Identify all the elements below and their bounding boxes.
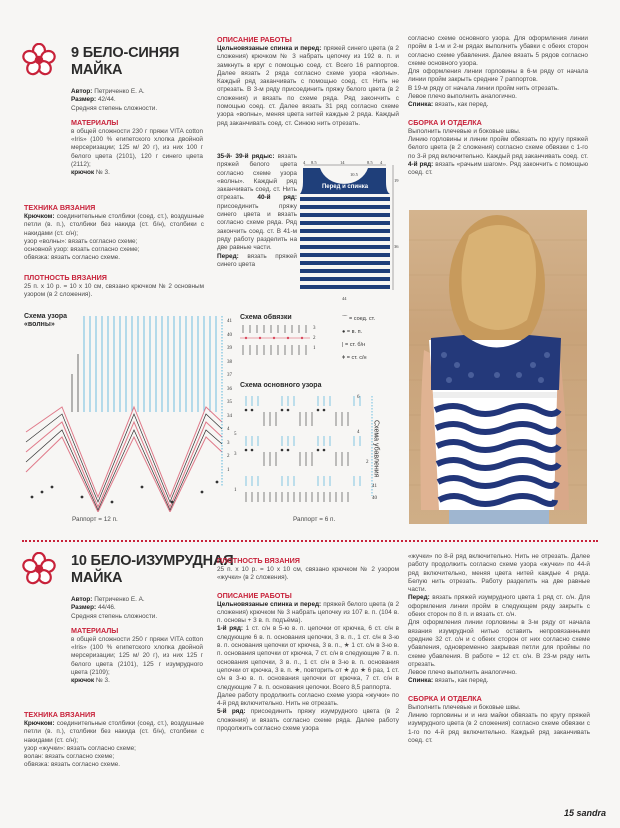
section-heading: ПЛОТНОСТЬ ВЯЗАНИЯ (24, 272, 107, 282)
title-line: 10 БЕЛО-ИЗУМРУДНАЯ (71, 553, 234, 569)
legend-item (342, 339, 375, 352)
text: Далее работу продолжить согласно схеме узора «жучки» по 4-й ряд включительно. Нить не отрезать. (217, 691, 399, 708)
text: В 19-м ряду от начала линии пройм нить отрезать. (408, 84, 559, 92)
dim-label: 44 (342, 296, 347, 301)
label: 40-й ряд: (257, 194, 297, 202)
decrease-scheme-label: Схема убавления (372, 420, 380, 478)
project2-info (71, 596, 203, 686)
row-number: 36 (227, 386, 232, 392)
diagram-label: Перед и спинка (321, 184, 369, 190)
section-heading: ПЛОТНОСТЬ ВЯЗАНИЯ (217, 556, 300, 565)
size: 42/44. (97, 96, 116, 104)
edging-scheme-title: Схема обвязки (240, 314, 292, 321)
project1-title (71, 45, 179, 79)
legend-label: = ст. с/н (346, 355, 367, 361)
row5-text: присоединить пряжу изумрудного цвета (в 2 сложения) и вязать согласно схеме ряда. Далее работу продолжить согласно схеме узора (217, 708, 400, 733)
row-number: 41 (372, 484, 377, 489)
row-number: 3 (234, 452, 237, 457)
technique-line: узор «жучки»: вязать согласно схеме; (24, 744, 136, 752)
label: Крючком: (24, 213, 55, 220)
label: Спинка: (408, 677, 434, 685)
row-number: 37 (227, 373, 232, 378)
legend-label: = ст. б/н (344, 342, 366, 348)
waves-row-numbers (227, 315, 232, 477)
legend-label: = соед. ст. (349, 316, 376, 322)
label: крючок (71, 169, 95, 177)
work-text: пряжей синего цвета (в 2 сложения) крючком № 3 набрать цепочку из 192 в. п. и замкнуть в круг с помощью соед. ст. Всего 16 раппортов. Далее вязать 2 ряда согласно схеме узора «волны». Каждый ряд заканчивать с помощью соед. ст. Нить не отрезать. В 3-м ряду присоединить пряжу белого цвета (в 2 сложения) и вязать по схеме ряда. Ряд закончить с помощью соед. ст. Далее вязать 31 ряд согласно схеме узора «волны», меняя цвета нитей каждые 2 ряда. Каждый ряд заканчивать соед. ст. Синюю нить отрезать. (217, 45, 399, 127)
front-text: вязать пряжей изумрудного цвета 1 ряд ст. с/н. Для оформления линии пройм в следующем ряду закрыть с обеих сторон по 8 п. и вязать ст. с/н. (408, 594, 590, 619)
project1-technique (24, 198, 204, 299)
hook: № 3. (95, 169, 110, 177)
label: Автор: (71, 88, 93, 95)
legend-item (342, 352, 375, 365)
project1-info (71, 88, 203, 178)
difficulty: Средняя степень сложности. (71, 104, 158, 112)
flower-logo-icon (22, 43, 56, 77)
row-number: 1 (227, 467, 230, 473)
scheme-title: Схема узора (24, 313, 68, 320)
back-text: вязать, как перед. (434, 101, 489, 109)
project2-title (71, 553, 233, 587)
label: Крючком: (24, 720, 55, 727)
label: Перед: (408, 594, 430, 602)
row-number: 2 (227, 454, 230, 459)
title-line: 9 БЕЛО-СИНЯЯ (71, 45, 180, 61)
slip-stitch-icon: ⌒ (342, 316, 348, 322)
dim-label: 14 (340, 160, 345, 165)
page-footer: 15 sandra (563, 808, 606, 818)
main-scheme-title: Схема основного узора (240, 382, 322, 389)
difficulty: Средняя степень сложности. (71, 612, 158, 620)
single-crochet-icon: | (342, 342, 344, 348)
text: вязать «рачьим шагом». Ряд закончить с помощью соед. ст. (408, 160, 588, 177)
technique-line: обвязка: вязать согласно схеме. (24, 761, 121, 769)
title-line: МАЙКА (71, 570, 123, 586)
technique-line: узор «волны»: вязать согласно схеме; (24, 237, 138, 245)
row-number: 40 (372, 496, 377, 501)
project2-col3 (408, 553, 590, 745)
label: Цельновязаные спинка и перед: (217, 600, 322, 608)
row-number: 2 (366, 460, 369, 465)
hook: № 3. (95, 677, 110, 685)
section-heading: МАТЕРИАЛЫ (71, 625, 119, 635)
project2-technique (24, 705, 204, 770)
main-repeat-label: Раппорт = 6 п. (293, 516, 336, 523)
text: «жучки» по 8-й ряд включительно. Нить не отрезать. Далее работу продолжить согласно схеме узора «жучки» по 44-й ряд включительно, меняя цвета нитей каждые 4 ряда. Белую нить отрезать. Работу разделить на две равные части. (408, 553, 590, 594)
dim-label: 4 (303, 160, 306, 165)
label: 35-й- 39-й рядыс: (217, 153, 275, 160)
text: Левое плечо выполнить аналогично. (408, 93, 517, 101)
text: Для оформления линии горловины в 6-м ряду от начала линии пройм закрыть средние 7 раппортов. (408, 68, 588, 84)
dim-label: 36 (394, 244, 399, 249)
label: Автор: (71, 596, 93, 603)
project2-work (217, 551, 399, 733)
technique-text: соединительные столбики (соед. ст.), воздушные петли (в. п.), столбики без накида (ст. б/н), столбики с накидами (ст. с/н); (24, 213, 204, 237)
technique-text: соединительные столбики (соед. ст.), воздушные петли (в. п.), столбики без накида (ст. б/н), столбики с накидами (ст. с/н); (24, 720, 204, 744)
label: Перед: (217, 252, 239, 260)
label: Цельновязаные спинка и перед: (217, 45, 322, 52)
section-heading: ОПИСАНИЕ РАБОТЫ (217, 590, 292, 600)
dim-label: 8.5 (367, 160, 373, 165)
author: Петриченко Е. А. (94, 88, 145, 95)
label: Размер: (71, 604, 97, 612)
chain-stitch-icon: ● (342, 329, 346, 335)
main-scheme-chart (240, 392, 380, 504)
project1-work (217, 35, 399, 128)
photo-illustration (409, 210, 587, 524)
legend-item (342, 313, 375, 326)
section-heading: МАТЕРИАЛЫ (71, 117, 119, 127)
row1-text: 1 ст. с/н в 5-ю в. п. цепочки от крючка, 6 ст. с/н в следующие 6 в. п. основания цепочки, 3 в. п., 1 ст. с/н в 3-ю в. п. основания цепочки от крючка, 3 в. п., ★ 1 ст. с/н в 3-ю в. п. основания цепочки от крючка, 7 ст. с/н в следующие 7 в. п. основания цепочки, 3 в. п., 1 ст. с/н в 3-ю в. п. основания цепочки от крючка, 3 в. п. ★, повторить от ★ до ★ 6 раз, 1 ст. с/н в 3-ю в. п. основания цепочки от крючка, 7 ст. с/н в следующие 7 в. п. основания цепочки. Всего 8,5 раппорта. (217, 625, 399, 691)
size: 44/46. (97, 604, 116, 612)
row-number: 1 (234, 488, 237, 493)
section-heading: ТЕХНИКА ВЯЗАНИЯ (24, 710, 96, 719)
row-number: 3 (313, 326, 316, 331)
dim-label: 10.5 (350, 172, 358, 177)
back-text: вязать, как перед. (434, 677, 489, 685)
text: Выполнить плечевые и боковые швы. (408, 703, 521, 711)
gauge-text: 25 п. х 10 р. = 10 х 10 см, связано крючком № 2 основным узором (в 2 сложения). (24, 282, 204, 299)
front-text: вязать пряжей синего цвета (217, 252, 298, 268)
row-number: 4 (357, 430, 360, 435)
text: Линию горловины и и низ майки обвязать по кругу пряжей изумрудного цвета (в 2 сложения) согласно схеме обвязки с 1-го по 4-й ряд включительно. Каждый ряд заканчивать соед. ст. (408, 712, 590, 744)
project1-rows (217, 153, 297, 269)
technique-line: обвязка: вязать согласно схеме. (24, 254, 121, 262)
waves-repeat-label: Раппорт = 12 п. (72, 516, 118, 523)
dim-label: 8.5 (311, 160, 317, 165)
double-crochet-icon: ǂ (342, 355, 346, 361)
scheme-title: «волны» (24, 321, 55, 328)
row-number: 4 (227, 427, 230, 432)
label: крючок (71, 677, 95, 685)
row-number: 39 (227, 346, 232, 351)
waves-scheme-chart (22, 312, 227, 512)
garment-diagram (300, 160, 400, 305)
row-number: 5 (234, 432, 237, 437)
model-photo (409, 210, 587, 524)
text: Левое плечо выполнить аналогично. (408, 669, 517, 677)
label: 1-й ряд: (217, 625, 243, 633)
text: Для оформления линии горловины в 3-м ряду от начала вязания изумрудной нитью оставить непровязанными средние 32 ст. с/н и с обеих сторон от них согласно схеме убавления, одновременно закрывая петли для проймы по схеме убавления. В работе = 12 ст. с/н. В 23-м ряду нить отрезать. (408, 619, 590, 668)
legend-item (342, 326, 375, 339)
flower-logo-icon (22, 552, 56, 586)
row-number: 41 (227, 319, 232, 324)
gauge-text: 25 п. х 10 р. = 10 х 10 см, связано крючком № 2 узором «жучки» (в 2 сложения). (217, 566, 399, 582)
legend-label: = в. п. (346, 329, 363, 335)
project1-col3 (408, 35, 588, 177)
section-heading: СБОРКА И ОТДЕЛКА (408, 117, 482, 127)
row-number: 34 (227, 413, 232, 419)
section-separator (22, 540, 598, 542)
text: Выполнить плечевые и боковые швы. (408, 127, 521, 135)
technique-line: основной узор: вязать согласно схеме; (24, 246, 140, 254)
text: Линию горловины и линии пройм обвязать по кругу пряжей белого цвета (в 2 сложения) согласно схеме обвязки с 1-го по 3-й ряд включительно. Каждый ряд заканчивать соед. ст. (408, 135, 588, 160)
symbol-legend (342, 313, 375, 365)
section-heading: ТЕХНИКА ВЯЗАНИЯ (24, 203, 96, 212)
main-row-numbers-left (234, 415, 237, 455)
dim-label: 19 (394, 178, 399, 183)
author: Петриченко Е. А. (94, 596, 145, 603)
materials-text: в общей сложности 250 г пряжи VITA cotton «Iris» (100 % египетского хлопка двойной мерсеризации; 125 м/ 20 г), из них 125 г белого цвета (2101), 125 г изумрудного цвета (2109); (71, 635, 203, 677)
technique-line: волан: вязать согласно схеме; (24, 753, 115, 761)
row40-text: присоединить пряжу синего цвета и вязать согласно схеме ряда. Ряд закончить соед. ст. В 41-м ряду работу разделить на две равные части. (217, 202, 297, 252)
section-heading: СБОРКА И ОТДЕЛКА (408, 693, 482, 703)
row-number: 35 (227, 400, 232, 405)
row-number: 38 (227, 359, 232, 365)
text: согласно схеме основного узора. Для оформления линии пройм в 1-м и 2-м рядах выполнить убавки с обеих сторон согласно схеме убавления. Далее вязать 5 рядов согласно схеме основного узора. (408, 35, 588, 67)
label: 4-й ряд: (408, 160, 434, 168)
edging-scheme-chart (240, 325, 320, 359)
label: Спинка: (408, 101, 434, 109)
row-number: 1 (313, 346, 316, 351)
label: 5-й ряд: (217, 708, 246, 716)
rows-text: вязать пряжей белого цвета согласно схеме узора «волны». Каждый ряд заканчивать соед. ст. Нить отрезать. (217, 153, 297, 202)
row-number: 3 (227, 440, 230, 446)
row-number: 6 (357, 395, 360, 400)
edging-row-numbers (313, 324, 316, 354)
section-heading: ОПИСАНИЕ РАБОТЫ (217, 35, 292, 44)
label: Размер: (71, 96, 97, 104)
dim-label: 4 (380, 160, 383, 165)
work-text: пряжей белого цвета (в 2 сложения) крючком № 3 набрать цепочку из 107 в. п. (104 в. п. основы + 3 в. п. подъёма). (217, 600, 400, 625)
row-number: 2 (313, 336, 316, 341)
materials-text: в общей сложности 230 г пряжи VITA cotton «Iris» (100 % египетского хлопка двойной мерсеризации; 125 м/ 20 г), из них 100 г белого цвета (2101), 120 г синего цвета (2112); (71, 127, 203, 169)
title-line: МАЙКА (71, 62, 123, 78)
row-number: 40 (227, 332, 232, 338)
